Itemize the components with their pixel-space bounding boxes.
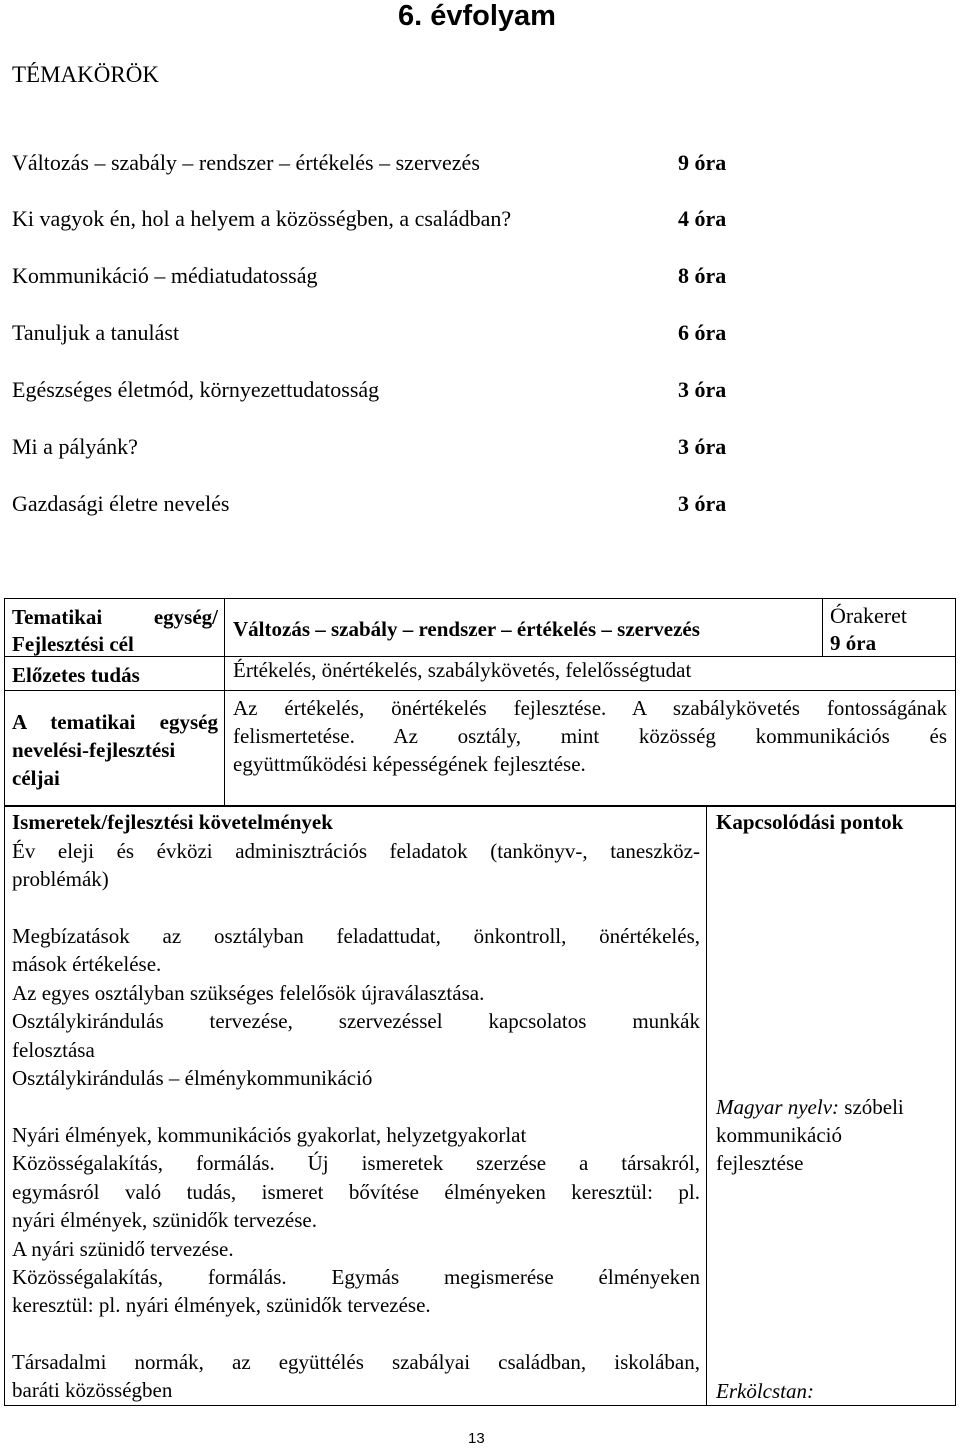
topic-hours: 3 óra bbox=[678, 434, 727, 459]
topic-name: Ki vagyok én, hol a helyem a közösségben, a családban? bbox=[12, 206, 512, 231]
grade-title: 6. évfolyam bbox=[398, 0, 556, 32]
topic-name: Mi a pályánk? bbox=[12, 434, 138, 459]
goals-label: céljai bbox=[12, 766, 60, 790]
requirement-line: Megbízatások az osztályban feladattudat, önkontroll, önértékelés, bbox=[12, 924, 700, 948]
connection-subject: Erkölcstan: bbox=[716, 1379, 814, 1403]
goals-text: együttműködési képességének fejlesztése. bbox=[233, 752, 586, 776]
page-number: 13 bbox=[468, 1430, 485, 1447]
connection-text: fejlesztése bbox=[716, 1151, 804, 1175]
prior-knowledge-label: Előzetes tudás bbox=[12, 663, 140, 687]
topic-hours: 9 óra bbox=[678, 150, 727, 175]
goals-text: Az értékelés, önértékelés fejlesztése. A szabálykövetés fontosságának bbox=[233, 696, 947, 720]
requirement-line: nyári élmények, szünidők tervezése. bbox=[12, 1208, 317, 1232]
topic-row bbox=[12, 377, 752, 407]
requirement-line: felosztása bbox=[12, 1038, 95, 1062]
requirement-line: egymásról való tudás, ismeret bővítése élményeken keresztül: pl. bbox=[12, 1180, 700, 1204]
theme-label: Tematikai egység/ bbox=[12, 605, 218, 629]
goals-text: felismertetése. Az osztály, mint közösség kommunikációs és bbox=[233, 724, 947, 748]
topic-name: Változás – szabály – rendszer – értékelés – szervezés bbox=[12, 150, 480, 175]
topic-name: Gazdasági életre nevelés bbox=[12, 491, 230, 516]
requirement-line: Év eleji és évközi adminisztrációs feladatok (tankönyv-, taneszköz- bbox=[12, 839, 700, 863]
frame-label: Órakeret bbox=[830, 603, 907, 628]
theme-title: Változás – szabály – rendszer – értékelés – szervezés bbox=[233, 617, 700, 641]
topic-hours: 3 óra bbox=[678, 377, 727, 402]
requirement-line: Osztálykirándulás – élménykommunikáció bbox=[12, 1066, 373, 1090]
unit-table-divider bbox=[224, 598, 225, 806]
requirement-line: problémák) bbox=[12, 867, 109, 891]
connection-item bbox=[716, 1093, 904, 1122]
topic-hours: 6 óra bbox=[678, 320, 727, 345]
topic-row bbox=[12, 434, 752, 464]
requirement-line: keresztül: pl. nyári élmények, szünidők tervezése. bbox=[12, 1293, 431, 1317]
frame-divider bbox=[822, 598, 823, 656]
goals-label: A tematikai egység bbox=[12, 710, 218, 734]
topic-name: Egészséges életmód, környezettudatosság bbox=[12, 377, 380, 402]
frame-hours: 9 óra bbox=[830, 631, 877, 655]
requirements-divider bbox=[706, 806, 707, 1406]
topic-hours: 4 óra bbox=[678, 206, 727, 231]
requirement-line: Az egyes osztályban szükséges felelősök újraválasztása. bbox=[12, 981, 485, 1005]
topic-name: Kommunikáció – médiatudatosság bbox=[12, 263, 318, 288]
requirement-line: baráti közösségben bbox=[12, 1378, 173, 1402]
requirement-line: Nyári élmények, kommunikációs gyakorlat, helyzetgyakorlat bbox=[12, 1123, 527, 1147]
requirement-line: Osztálykirándulás tervezése, szervezéssel kapcsolatos munkák bbox=[12, 1009, 700, 1033]
connection-text: szóbeli bbox=[839, 1095, 904, 1119]
prior-knowledge-text: Értékelés, önértékelés, szabálykövetés, felelősségtudat bbox=[233, 658, 692, 682]
requirement-line: mások értékelése. bbox=[12, 952, 162, 976]
goals-label: nevelési-fejlesztési bbox=[12, 738, 176, 762]
topic-row bbox=[12, 491, 752, 521]
topics-heading: TÉMAKÖRÖK bbox=[12, 62, 159, 87]
connection-subject: Magyar nyelv: bbox=[716, 1095, 840, 1119]
unit-row-divider bbox=[4, 690, 956, 691]
topic-row bbox=[12, 206, 752, 236]
topic-row bbox=[12, 263, 752, 293]
requirement-line: Közösségalakítás, formálás. Új ismeretek szerzése a társakról, bbox=[12, 1151, 700, 1175]
goal-label: Fejlesztési cél bbox=[12, 632, 134, 656]
topic-row bbox=[12, 150, 752, 180]
topic-hours: 3 óra bbox=[678, 491, 727, 516]
requirement-line: A nyári szünidő tervezése. bbox=[12, 1237, 234, 1261]
topic-row bbox=[12, 320, 752, 350]
requirement-line: Társadalmi normák, az együttélés szabályai családban, iskolában, bbox=[12, 1350, 700, 1374]
requirement-line: Közösségalakítás, formálás. Egymás megismerése élményeken bbox=[12, 1265, 700, 1289]
topic-name: Tanuljuk a tanulást bbox=[12, 320, 180, 345]
requirements-header: Ismeretek/fejlesztési követelmények bbox=[12, 810, 333, 834]
connection-text: kommunikáció bbox=[716, 1123, 842, 1147]
topic-hours: 8 óra bbox=[678, 263, 727, 288]
connections-header: Kapcsolódási pontok bbox=[716, 810, 904, 834]
